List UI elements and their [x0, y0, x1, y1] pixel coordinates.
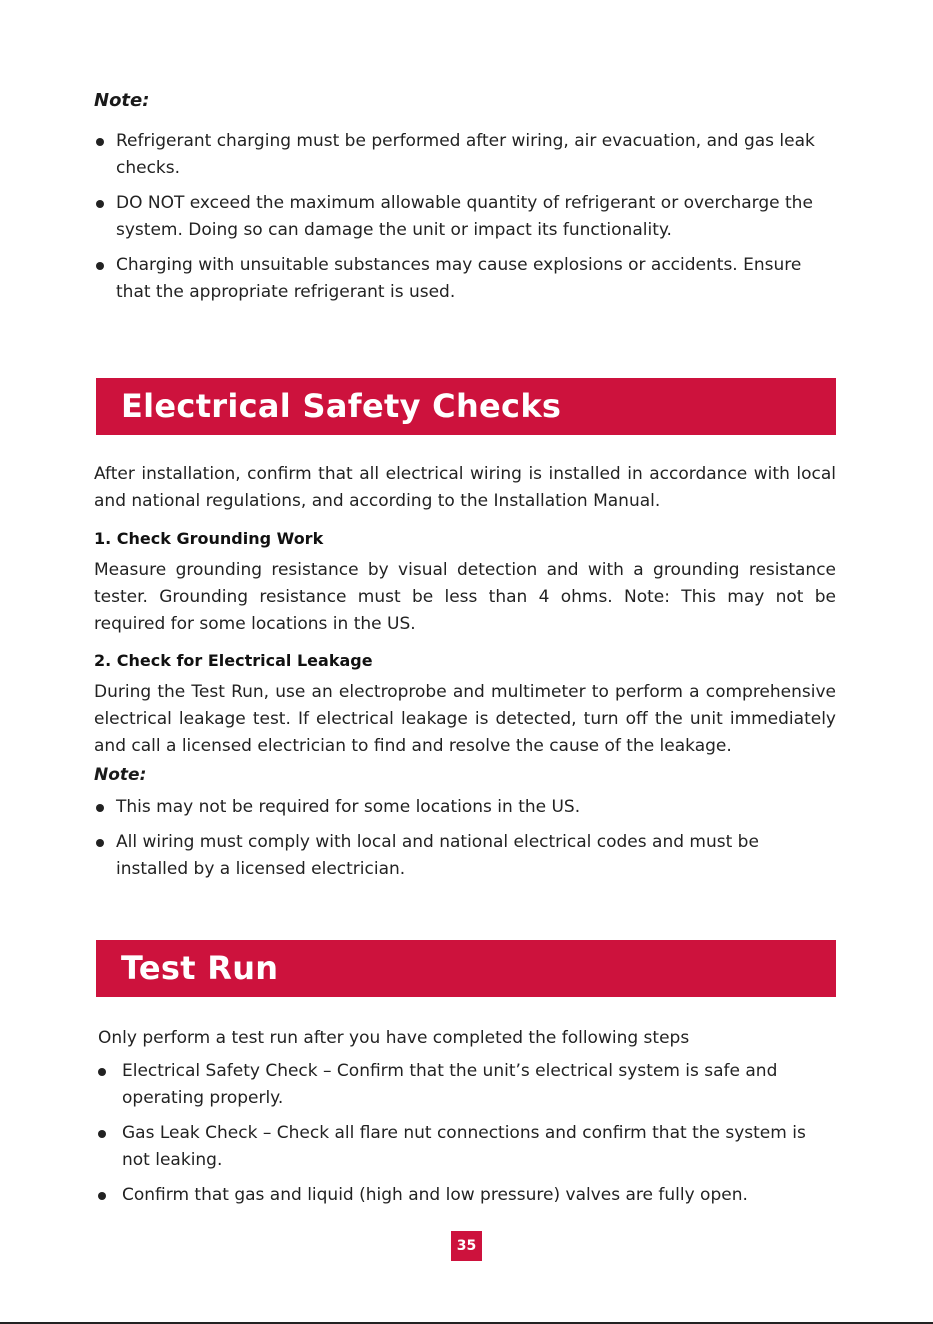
list-item-text: All wiring must comply with local and national electrical codes and must be installed by a licensed electrician. — [116, 832, 759, 879]
bullet-icon — [98, 1130, 106, 1138]
section-title: Test Run — [121, 949, 279, 987]
section-title: Electrical Safety Checks — [121, 387, 562, 425]
list-item — [94, 190, 836, 244]
list-item — [96, 1120, 836, 1174]
test-run-list — [96, 1058, 836, 1217]
list-item-text: Charging with unsuitable substances may cause explosions or accidents. Ensure that the appropriate refrigerant is used. — [116, 255, 802, 302]
section-banner-test-run — [96, 940, 836, 997]
refrigerant-note-list — [94, 128, 836, 314]
bullet-icon — [96, 262, 104, 270]
list-item — [94, 794, 794, 821]
grounding-text: Measure grounding resistance by visual detection and with a grounding resistance tester. Grounding resistance must be less than 4 ohms. Note: This may not be required for some locations in the US. — [94, 560, 836, 634]
bullet-icon — [96, 138, 104, 146]
list-item-text: This may not be required for some locations in the US. — [116, 797, 581, 817]
list-item — [96, 1058, 836, 1112]
bullet-icon — [98, 1192, 106, 1200]
list-item — [96, 1182, 836, 1209]
test-run-intro: Only perform a test run after you have completed the following steps — [98, 1028, 690, 1048]
leakage-text: During the Test Run, use an electroprobe and multimeter to perform a comprehensive electrical leakage test. If electrical leakage is detected, turn off the unit immediately and call a licensed electrician to find and resolve the cause of the leakage. — [94, 682, 836, 756]
list-item — [94, 829, 794, 883]
electrical-note-list — [94, 794, 794, 891]
list-item-text: Electrical Safety Check – Confirm that the unit’s electrical system is safe and operating properly. — [122, 1061, 778, 1108]
bullet-icon — [96, 804, 104, 812]
electrical-note-label: Note: — [94, 765, 147, 785]
section-banner-electrical — [96, 378, 836, 435]
grounding-heading: 1. Check Grounding Work — [94, 529, 324, 548]
bullet-icon — [96, 839, 104, 847]
list-item — [94, 128, 836, 182]
list-item-text: Confirm that gas and liquid (high and low pressure) valves are fully open. — [122, 1185, 748, 1205]
list-item-text: Gas Leak Check – Check all flare nut connections and confirm that the system is not leaking. — [122, 1123, 806, 1170]
list-item-text: Refrigerant charging must be performed after wiring, air evacuation, and gas leak checks. — [116, 131, 815, 178]
bullet-icon — [96, 200, 104, 208]
page-number: 35 — [451, 1231, 482, 1261]
leakage-heading: 2. Check for Electrical Leakage — [94, 651, 373, 670]
bullet-icon — [98, 1068, 106, 1076]
list-item-text: DO NOT exceed the maximum allowable quantity of refrigerant or overcharge the system. Doing so can damage the unit or impact its functionality. — [116, 193, 813, 240]
electrical-intro: After installation, confirm that all electrical wiring is installed in accordance with local and national regulations, and according to the Installation Manual. — [94, 464, 836, 511]
list-item — [94, 252, 836, 306]
note-label: Note: — [94, 90, 150, 111]
